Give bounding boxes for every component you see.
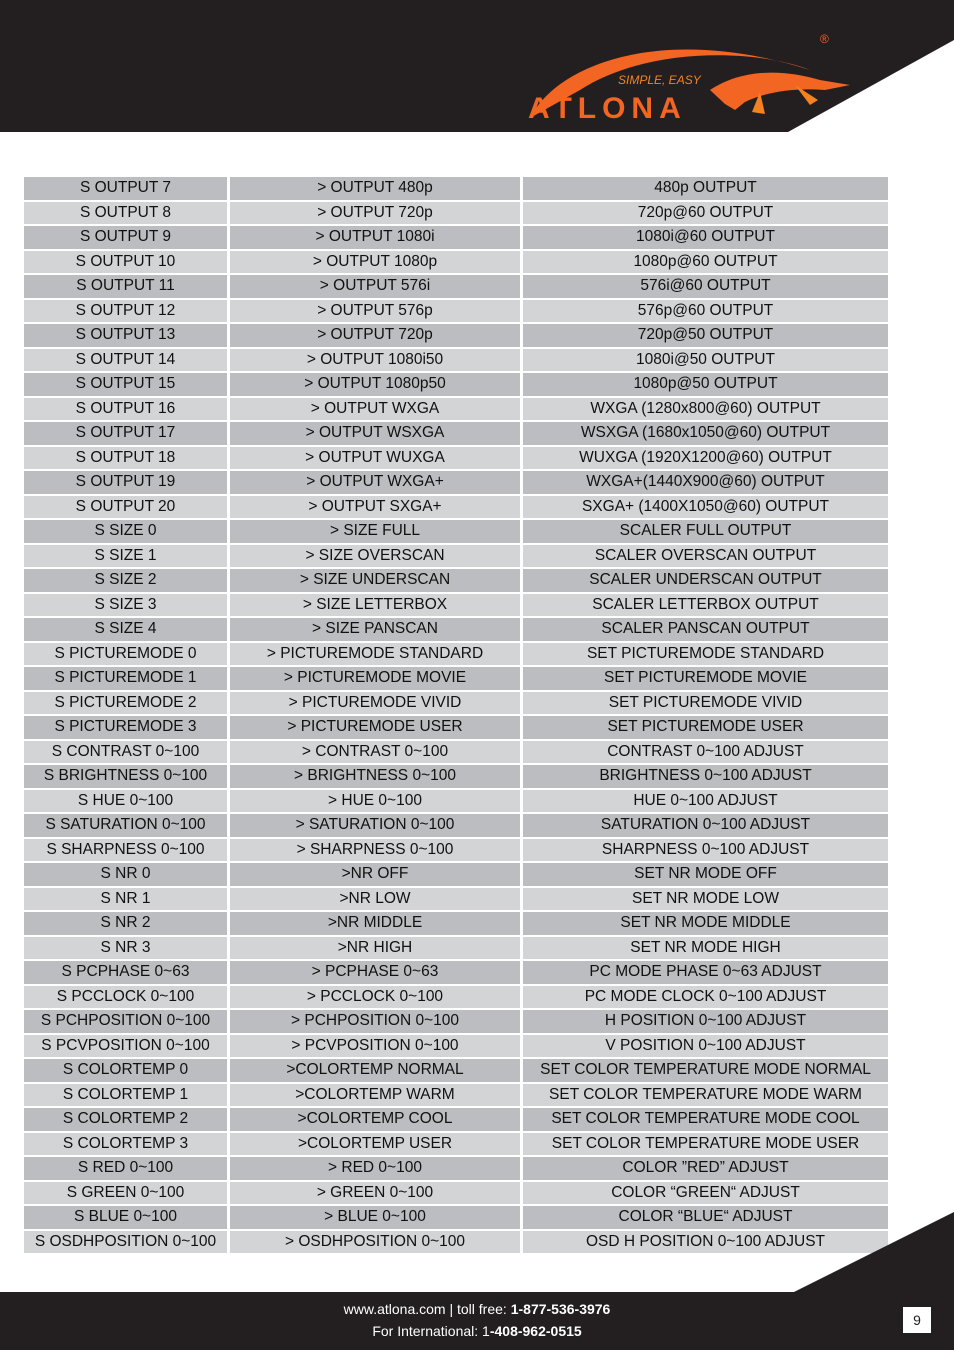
command-cell: S RED 0~100 (24, 1157, 230, 1180)
footer-international-line (0, 1323, 954, 1339)
brand-tagline: SIMPLE, EASY (618, 73, 701, 87)
table-row (24, 1157, 888, 1180)
response-cell: > BLUE 0~100 (230, 1206, 523, 1229)
description-cell: 576i@60 OUTPUT (523, 275, 888, 298)
command-cell: S SIZE 1 (24, 545, 230, 568)
table-row (24, 643, 888, 666)
description-cell: 1080i@50 OUTPUT (523, 349, 888, 372)
table-row (24, 692, 888, 715)
command-cell: S BRIGHTNESS 0~100 (24, 765, 230, 788)
response-cell: >COLORTEMP COOL (230, 1108, 523, 1131)
footer-toll-free: 1-877-536-3976 (510, 1301, 611, 1317)
table-row (24, 226, 888, 249)
description-cell: SCALER FULL OUTPUT (523, 520, 888, 543)
table-row (24, 790, 888, 813)
response-cell: > OUTPUT 576i (230, 275, 523, 298)
command-cell: S SIZE 2 (24, 569, 230, 592)
response-cell: > CONTRAST 0~100 (230, 741, 523, 764)
command-cell: S PICTUREMODE 1 (24, 667, 230, 690)
response-cell: > SIZE PANSCAN (230, 618, 523, 641)
command-cell: S OUTPUT 14 (24, 349, 230, 372)
page-number: 9 (903, 1307, 931, 1333)
table-row (24, 814, 888, 837)
response-cell: > SIZE LETTERBOX (230, 594, 523, 617)
command-cell: S SIZE 3 (24, 594, 230, 617)
description-cell: PC MODE CLOCK 0~100 ADJUST (523, 986, 888, 1009)
command-cell: S PICTUREMODE 2 (24, 692, 230, 715)
command-cell: S OUTPUT 11 (24, 275, 230, 298)
command-cell: S SHARPNESS 0~100 (24, 839, 230, 862)
command-cell: S PCPHASE 0~63 (24, 961, 230, 984)
command-cell: S PICTUREMODE 3 (24, 716, 230, 739)
footer-contact-line (0, 1301, 954, 1317)
response-cell: > PICTUREMODE MOVIE (230, 667, 523, 690)
command-cell: S NR 2 (24, 912, 230, 935)
description-cell: SHARPNESS 0~100 ADJUST (523, 839, 888, 862)
description-cell: 720p@60 OUTPUT (523, 202, 888, 225)
description-cell: 720p@50 OUTPUT (523, 324, 888, 347)
table-row (24, 1108, 888, 1131)
response-cell: > PICTUREMODE USER (230, 716, 523, 739)
description-cell: SCALER LETTERBOX OUTPUT (523, 594, 888, 617)
description-cell: SXGA+ (1400X1050@60) OUTPUT (523, 496, 888, 519)
description-cell: SET NR MODE HIGH (523, 937, 888, 960)
description-cell: PC MODE PHASE 0~63 ADJUST (523, 961, 888, 984)
table-row (24, 594, 888, 617)
response-cell: > PICTUREMODE STANDARD (230, 643, 523, 666)
command-cell: S PCHPOSITION 0~100 (24, 1010, 230, 1033)
table-row (24, 275, 888, 298)
table-row (24, 545, 888, 568)
command-cell: S NR 0 (24, 863, 230, 886)
description-cell: SET COLOR TEMPERATURE MODE NORMAL (523, 1059, 888, 1082)
response-cell: > BRIGHTNESS 0~100 (230, 765, 523, 788)
response-cell: > OUTPUT 720p (230, 324, 523, 347)
response-cell: > OUTPUT WXGA+ (230, 471, 523, 494)
description-cell: COLOR ”RED” ADJUST (523, 1157, 888, 1180)
table-row (24, 324, 888, 347)
command-cell: S OUTPUT 16 (24, 398, 230, 421)
table-row (24, 1059, 888, 1082)
table-row (24, 839, 888, 862)
command-cell: S SIZE 0 (24, 520, 230, 543)
description-cell: SCALER OVERSCAN OUTPUT (523, 545, 888, 568)
table-row (24, 520, 888, 543)
response-cell: > GREEN 0~100 (230, 1182, 523, 1205)
response-cell: > OUTPUT 1080p50 (230, 373, 523, 396)
response-cell: >NR HIGH (230, 937, 523, 960)
table-row (24, 398, 888, 421)
command-cell: S PCCLOCK 0~100 (24, 986, 230, 1009)
command-cell: S OUTPUT 7 (24, 177, 230, 200)
response-cell: >COLORTEMP NORMAL (230, 1059, 523, 1082)
response-cell: > OUTPUT SXGA+ (230, 496, 523, 519)
description-cell: SET COLOR TEMPERATURE MODE COOL (523, 1108, 888, 1131)
response-cell: > PCHPOSITION 0~100 (230, 1010, 523, 1033)
response-cell: >COLORTEMP WARM (230, 1084, 523, 1107)
description-cell: SCALER UNDERSCAN OUTPUT (523, 569, 888, 592)
description-cell: SET PICTUREMODE VIVID (523, 692, 888, 715)
table-row (24, 765, 888, 788)
page-footer (0, 1292, 954, 1350)
command-table-body (24, 177, 888, 1253)
command-cell: S OUTPUT 15 (24, 373, 230, 396)
command-cell: S NR 3 (24, 937, 230, 960)
command-cell: S CONTRAST 0~100 (24, 741, 230, 764)
response-cell: > OUTPUT 1080i50 (230, 349, 523, 372)
command-cell: S OUTPUT 8 (24, 202, 230, 225)
description-cell: SET PICTUREMODE USER (523, 716, 888, 739)
response-cell: > OUTPUT 576p (230, 300, 523, 323)
table-row (24, 422, 888, 445)
description-cell: SET COLOR TEMPERATURE MODE USER (523, 1133, 888, 1156)
response-cell: > PCVPOSITION 0~100 (230, 1035, 523, 1058)
table-row (24, 618, 888, 641)
brand-name: ATLONA (528, 92, 687, 125)
description-cell: WXGA (1280x800@60) OUTPUT (523, 398, 888, 421)
description-cell: SET NR MODE MIDDLE (523, 912, 888, 935)
description-cell: WXGA+(1440X900@60) OUTPUT (523, 471, 888, 494)
response-cell: > SIZE OVERSCAN (230, 545, 523, 568)
footer-website: www.atlona.com | toll free: (343, 1301, 511, 1317)
response-cell: > SATURATION 0~100 (230, 814, 523, 837)
table-row (24, 202, 888, 225)
table-row (24, 496, 888, 519)
description-cell: 1080p@50 OUTPUT (523, 373, 888, 396)
registered-mark: ® (820, 32, 829, 46)
table-row (24, 667, 888, 690)
table-row (24, 986, 888, 1009)
table-row (24, 447, 888, 470)
description-cell: SET PICTUREMODE MOVIE (523, 667, 888, 690)
description-cell: 1080p@60 OUTPUT (523, 251, 888, 274)
command-table (24, 175, 888, 1255)
description-cell: SET NR MODE LOW (523, 888, 888, 911)
response-cell: > HUE 0~100 (230, 790, 523, 813)
description-cell: SET PICTUREMODE STANDARD (523, 643, 888, 666)
response-cell: > SIZE FULL (230, 520, 523, 543)
description-cell: 1080i@60 OUTPUT (523, 226, 888, 249)
page-header (0, 0, 954, 132)
footer-intl-number: -408-962-0515 (489, 1323, 582, 1339)
response-cell: > PCCLOCK 0~100 (230, 986, 523, 1009)
command-cell: S OUTPUT 12 (24, 300, 230, 323)
description-cell: BRIGHTNESS 0~100 ADJUST (523, 765, 888, 788)
command-cell: S COLORTEMP 3 (24, 1133, 230, 1156)
description-cell: HUE 0~100 ADJUST (523, 790, 888, 813)
table-row (24, 373, 888, 396)
command-cell: S OUTPUT 13 (24, 324, 230, 347)
table-row (24, 1035, 888, 1058)
description-cell: V POSITION 0~100 ADJUST (523, 1035, 888, 1058)
response-cell: > RED 0~100 (230, 1157, 523, 1180)
command-cell: S OUTPUT 18 (24, 447, 230, 470)
table-row (24, 251, 888, 274)
command-cell: S OSDHPOSITION 0~100 (24, 1231, 230, 1254)
command-cell: S SATURATION 0~100 (24, 814, 230, 837)
command-cell: S NR 1 (24, 888, 230, 911)
table-row (24, 1084, 888, 1107)
description-cell: SCALER PANSCAN OUTPUT (523, 618, 888, 641)
command-cell: S OUTPUT 17 (24, 422, 230, 445)
response-cell: > OUTPUT WSXGA (230, 422, 523, 445)
command-cell: S SIZE 4 (24, 618, 230, 641)
command-cell: S OUTPUT 9 (24, 226, 230, 249)
response-cell: > OUTPUT 1080p (230, 251, 523, 274)
response-cell: > PCPHASE 0~63 (230, 961, 523, 984)
table-row (24, 863, 888, 886)
description-cell: OSD H POSITION 0~100 ADJUST (523, 1231, 888, 1254)
command-cell: S HUE 0~100 (24, 790, 230, 813)
response-cell: >NR OFF (230, 863, 523, 886)
footer-intl-label: For International: 1 (372, 1323, 490, 1339)
table-row (24, 349, 888, 372)
command-cell: S COLORTEMP 0 (24, 1059, 230, 1082)
table-row (24, 177, 888, 200)
description-cell: WUXGA (1920X1200@60) OUTPUT (523, 447, 888, 470)
response-cell: > SHARPNESS 0~100 (230, 839, 523, 862)
table-row (24, 888, 888, 911)
table-row (24, 741, 888, 764)
table-row (24, 1182, 888, 1205)
description-cell: COLOR “GREEN“ ADJUST (523, 1182, 888, 1205)
response-cell: > PICTUREMODE VIVID (230, 692, 523, 715)
description-cell: 576p@60 OUTPUT (523, 300, 888, 323)
command-cell: S GREEN 0~100 (24, 1182, 230, 1205)
response-cell: >COLORTEMP USER (230, 1133, 523, 1156)
table-row (24, 1206, 888, 1229)
response-cell: > OUTPUT WUXGA (230, 447, 523, 470)
response-cell: > OUTPUT WXGA (230, 398, 523, 421)
table-row (24, 912, 888, 935)
table-row (24, 471, 888, 494)
command-cell: S OUTPUT 19 (24, 471, 230, 494)
response-cell: >NR MIDDLE (230, 912, 523, 935)
table-row (24, 1010, 888, 1033)
table-row (24, 569, 888, 592)
response-cell: > OUTPUT 720p (230, 202, 523, 225)
command-cell: S OUTPUT 10 (24, 251, 230, 274)
header-corner-cut (788, 40, 954, 132)
response-cell: > OUTPUT 480p (230, 177, 523, 200)
table-row (24, 937, 888, 960)
command-cell: S PCVPOSITION 0~100 (24, 1035, 230, 1058)
description-cell: CONTRAST 0~100 ADJUST (523, 741, 888, 764)
description-cell: WSXGA (1680x1050@60) OUTPUT (523, 422, 888, 445)
response-cell: >NR LOW (230, 888, 523, 911)
table-row (24, 300, 888, 323)
command-cell: S BLUE 0~100 (24, 1206, 230, 1229)
footer-corner-accent (794, 1212, 954, 1292)
description-cell: SATURATION 0~100 ADJUST (523, 814, 888, 837)
table-row (24, 961, 888, 984)
description-cell: COLOR “BLUE“ ADJUST (523, 1206, 888, 1229)
response-cell: > OUTPUT 1080i (230, 226, 523, 249)
command-cell: S COLORTEMP 1 (24, 1084, 230, 1107)
description-cell: 480p OUTPUT (523, 177, 888, 200)
table-row (24, 1231, 888, 1254)
command-cell: S OUTPUT 20 (24, 496, 230, 519)
response-cell: > OSDHPOSITION 0~100 (230, 1231, 523, 1254)
table-row (24, 1133, 888, 1156)
command-cell: S PICTUREMODE 0 (24, 643, 230, 666)
description-cell: H POSITION 0~100 ADJUST (523, 1010, 888, 1033)
response-cell: > SIZE UNDERSCAN (230, 569, 523, 592)
table-row (24, 716, 888, 739)
command-cell: S COLORTEMP 2 (24, 1108, 230, 1131)
description-cell: SET NR MODE OFF (523, 863, 888, 886)
description-cell: SET COLOR TEMPERATURE MODE WARM (523, 1084, 888, 1107)
